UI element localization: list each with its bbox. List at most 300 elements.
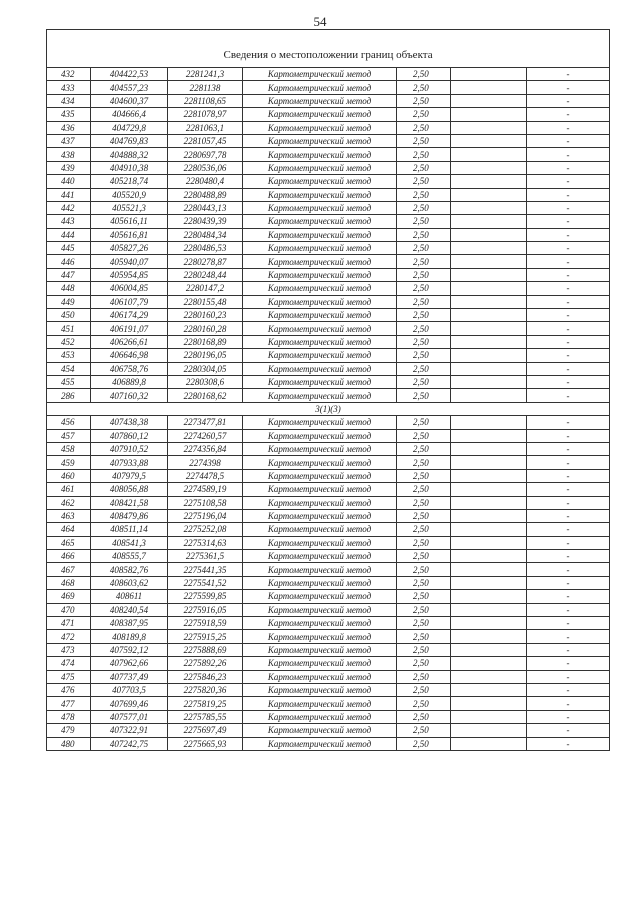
description: - <box>527 309 610 322</box>
method: Картометрический метод <box>243 268 397 281</box>
empty-cell <box>451 737 527 750</box>
point-number: 456 <box>47 416 91 429</box>
description: - <box>527 362 610 375</box>
empty-cell <box>451 175 527 188</box>
method: Картометрический метод <box>243 737 397 750</box>
accuracy: 2,50 <box>397 429 451 442</box>
description: - <box>527 630 610 643</box>
y-coordinate: 2280439,39 <box>168 215 243 228</box>
y-coordinate: 2275697,49 <box>168 724 243 737</box>
section-row <box>47 402 610 415</box>
y-coordinate: 2281108,65 <box>168 94 243 107</box>
table-row <box>47 737 610 750</box>
x-coordinate: 406758,76 <box>91 362 168 375</box>
point-number: 452 <box>47 335 91 348</box>
table-row <box>47 657 610 670</box>
point-number: 476 <box>47 683 91 696</box>
table-row <box>47 375 610 388</box>
method: Картометрический метод <box>243 255 397 268</box>
method: Картометрический метод <box>243 697 397 710</box>
y-coordinate: 2275108,58 <box>168 496 243 509</box>
table-row <box>47 617 610 630</box>
x-coordinate: 407438,38 <box>91 416 168 429</box>
description: - <box>527 108 610 121</box>
table-row <box>47 442 610 455</box>
y-coordinate: 2275361,5 <box>168 550 243 563</box>
accuracy: 2,50 <box>397 335 451 348</box>
x-coordinate: 405616,81 <box>91 228 168 241</box>
y-coordinate: 2281063,1 <box>168 121 243 134</box>
y-coordinate: 2280168,89 <box>168 335 243 348</box>
point-number: 465 <box>47 536 91 549</box>
table-row <box>47 563 610 576</box>
y-coordinate: 2280155,48 <box>168 295 243 308</box>
empty-cell <box>451 362 527 375</box>
method: Картометрический метод <box>243 483 397 496</box>
description: - <box>527 456 610 469</box>
description: - <box>527 429 610 442</box>
point-number: 286 <box>47 389 91 402</box>
empty-cell <box>451 469 527 482</box>
description: - <box>527 148 610 161</box>
method: Картометрический метод <box>243 683 397 696</box>
method: Картометрический метод <box>243 215 397 228</box>
table-row <box>47 697 610 710</box>
empty-cell <box>451 282 527 295</box>
accuracy: 2,50 <box>397 536 451 549</box>
empty-cell <box>451 309 527 322</box>
table-row <box>47 362 610 375</box>
method: Картометрический метод <box>243 389 397 402</box>
x-coordinate: 407699,46 <box>91 697 168 710</box>
accuracy: 2,50 <box>397 737 451 750</box>
point-number: 471 <box>47 617 91 630</box>
accuracy: 2,50 <box>397 630 451 643</box>
point-number: 448 <box>47 282 91 295</box>
empty-cell <box>451 603 527 616</box>
point-number: 449 <box>47 295 91 308</box>
point-number: 444 <box>47 228 91 241</box>
description: - <box>527 737 610 750</box>
y-coordinate: 2280278,87 <box>168 255 243 268</box>
point-number: 470 <box>47 603 91 616</box>
table-title: Сведения о местоположении границ объекта <box>47 30 610 68</box>
x-coordinate: 407860,12 <box>91 429 168 442</box>
x-coordinate: 407160,32 <box>91 389 168 402</box>
empty-cell <box>451 697 527 710</box>
empty-cell <box>451 429 527 442</box>
empty-cell <box>451 710 527 723</box>
table-row <box>47 309 610 322</box>
method: Картометрический метод <box>243 496 397 509</box>
table-row <box>47 175 610 188</box>
point-number: 451 <box>47 322 91 335</box>
description: - <box>527 724 610 737</box>
x-coordinate: 405827,26 <box>91 242 168 255</box>
point-number: 432 <box>47 68 91 81</box>
x-coordinate: 408603,62 <box>91 576 168 589</box>
accuracy: 2,50 <box>397 469 451 482</box>
empty-cell <box>451 375 527 388</box>
y-coordinate: 2275888,69 <box>168 643 243 656</box>
accuracy: 2,50 <box>397 282 451 295</box>
table-row <box>47 496 610 509</box>
description: - <box>527 389 610 402</box>
accuracy: 2,50 <box>397 603 451 616</box>
accuracy: 2,50 <box>397 121 451 134</box>
table-row <box>47 228 610 241</box>
x-coordinate: 404729,8 <box>91 121 168 134</box>
point-number: 450 <box>47 309 91 322</box>
accuracy: 2,50 <box>397 175 451 188</box>
table-row <box>47 94 610 107</box>
point-number: 478 <box>47 710 91 723</box>
description: - <box>527 81 610 94</box>
accuracy: 2,50 <box>397 724 451 737</box>
y-coordinate: 2280147,2 <box>168 282 243 295</box>
y-coordinate: 2274398 <box>168 456 243 469</box>
description: - <box>527 563 610 576</box>
empty-cell <box>451 295 527 308</box>
y-coordinate: 2275846,23 <box>168 670 243 683</box>
method: Картометрический метод <box>243 81 397 94</box>
y-coordinate: 2281241,3 <box>168 68 243 81</box>
table-row <box>47 188 610 201</box>
y-coordinate: 2275441,35 <box>168 563 243 576</box>
page-number: 54 <box>313 14 327 29</box>
method: Картометрический метод <box>243 429 397 442</box>
accuracy: 2,50 <box>397 509 451 522</box>
x-coordinate: 408511,14 <box>91 523 168 536</box>
table-row <box>47 121 610 134</box>
x-coordinate: 404666,4 <box>91 108 168 121</box>
point-number: 468 <box>47 576 91 589</box>
y-coordinate: 2280488,89 <box>168 188 243 201</box>
y-coordinate: 2274260,57 <box>168 429 243 442</box>
table-row <box>47 523 610 536</box>
accuracy: 2,50 <box>397 94 451 107</box>
y-coordinate: 2275314,63 <box>168 536 243 549</box>
x-coordinate: 407592,12 <box>91 643 168 656</box>
table-row <box>47 68 610 81</box>
y-coordinate: 2273477,81 <box>168 416 243 429</box>
empty-cell <box>451 228 527 241</box>
accuracy: 2,50 <box>397 576 451 589</box>
accuracy: 2,50 <box>397 148 451 161</box>
description: - <box>527 175 610 188</box>
empty-cell <box>451 724 527 737</box>
description: - <box>527 710 610 723</box>
description: - <box>527 523 610 536</box>
x-coordinate: 406889,8 <box>91 375 168 388</box>
accuracy: 2,50 <box>397 362 451 375</box>
description: - <box>527 282 610 295</box>
x-coordinate: 408240,54 <box>91 603 168 616</box>
point-number: 442 <box>47 201 91 214</box>
accuracy: 2,50 <box>397 188 451 201</box>
accuracy: 2,50 <box>397 295 451 308</box>
method: Картометрический метод <box>243 536 397 549</box>
point-number: 441 <box>47 188 91 201</box>
x-coordinate: 408387,95 <box>91 617 168 630</box>
empty-cell <box>451 188 527 201</box>
point-number: 458 <box>47 442 91 455</box>
y-coordinate: 2280536,06 <box>168 161 243 174</box>
y-coordinate: 2275196,04 <box>168 509 243 522</box>
table-row <box>47 630 610 643</box>
accuracy: 2,50 <box>397 456 451 469</box>
y-coordinate: 2281057,45 <box>168 134 243 147</box>
empty-cell <box>451 148 527 161</box>
empty-cell <box>451 215 527 228</box>
method: Картометрический метод <box>243 523 397 536</box>
empty-cell <box>451 563 527 576</box>
x-coordinate: 406646,98 <box>91 349 168 362</box>
empty-cell <box>451 68 527 81</box>
point-number: 463 <box>47 509 91 522</box>
accuracy: 2,50 <box>397 309 451 322</box>
empty-cell <box>451 94 527 107</box>
x-coordinate: 404600,37 <box>91 94 168 107</box>
x-coordinate: 405521,3 <box>91 201 168 214</box>
y-coordinate: 2275599,85 <box>168 590 243 603</box>
empty-cell <box>451 108 527 121</box>
y-coordinate: 2275820,36 <box>168 683 243 696</box>
table-row <box>47 590 610 603</box>
x-coordinate: 408582,76 <box>91 563 168 576</box>
point-number: 479 <box>47 724 91 737</box>
y-coordinate: 2274478,5 <box>168 469 243 482</box>
empty-cell <box>451 496 527 509</box>
description: - <box>527 215 610 228</box>
point-number: 480 <box>47 737 91 750</box>
point-number: 460 <box>47 469 91 482</box>
table-title-row <box>47 30 610 68</box>
x-coordinate: 406266,61 <box>91 335 168 348</box>
empty-cell <box>451 483 527 496</box>
empty-cell <box>451 683 527 696</box>
accuracy: 2,50 <box>397 228 451 241</box>
empty-cell <box>451 268 527 281</box>
method: Картометрический метод <box>243 148 397 161</box>
empty-cell <box>451 590 527 603</box>
table-row <box>47 134 610 147</box>
point-number: 455 <box>47 375 91 388</box>
table-row <box>47 550 610 563</box>
table-row <box>47 268 610 281</box>
empty-cell <box>451 242 527 255</box>
table-row <box>47 416 610 429</box>
point-number: 474 <box>47 657 91 670</box>
x-coordinate: 407242,75 <box>91 737 168 750</box>
y-coordinate: 2280160,28 <box>168 322 243 335</box>
accuracy: 2,50 <box>397 201 451 214</box>
table-row <box>47 335 610 348</box>
y-coordinate: 2275252,08 <box>168 523 243 536</box>
method: Картометрический метод <box>243 724 397 737</box>
x-coordinate: 407979,5 <box>91 469 168 482</box>
point-number: 447 <box>47 268 91 281</box>
description: - <box>527 228 610 241</box>
empty-cell <box>451 255 527 268</box>
table-row <box>47 349 610 362</box>
method: Картометрический метод <box>243 617 397 630</box>
method: Картометрический метод <box>243 188 397 201</box>
method: Картометрический метод <box>243 375 397 388</box>
method: Картометрический метод <box>243 576 397 589</box>
x-coordinate: 406174,29 <box>91 309 168 322</box>
description: - <box>527 657 610 670</box>
point-number: 434 <box>47 94 91 107</box>
table-row <box>47 389 610 402</box>
table-row <box>47 108 610 121</box>
accuracy: 2,50 <box>397 563 451 576</box>
x-coordinate: 405218,74 <box>91 175 168 188</box>
accuracy: 2,50 <box>397 268 451 281</box>
method: Картометрический метод <box>243 242 397 255</box>
point-number: 469 <box>47 590 91 603</box>
point-number: 435 <box>47 108 91 121</box>
accuracy: 2,50 <box>397 483 451 496</box>
point-number: 446 <box>47 255 91 268</box>
accuracy: 2,50 <box>397 68 451 81</box>
method: Картометрический метод <box>243 362 397 375</box>
empty-cell <box>451 643 527 656</box>
table-row <box>47 483 610 496</box>
description: - <box>527 483 610 496</box>
y-coordinate: 2274589,19 <box>168 483 243 496</box>
description: - <box>527 201 610 214</box>
description: - <box>527 496 610 509</box>
y-coordinate: 2280486,53 <box>168 242 243 255</box>
point-number: 467 <box>47 563 91 576</box>
x-coordinate: 408541,3 <box>91 536 168 549</box>
x-coordinate: 405520,9 <box>91 188 168 201</box>
method: Картометрический метод <box>243 657 397 670</box>
description: - <box>527 697 610 710</box>
table-row <box>47 201 610 214</box>
section-label: 3(1)(3) <box>47 402 610 415</box>
point-number: 475 <box>47 670 91 683</box>
x-coordinate: 408611 <box>91 590 168 603</box>
description: - <box>527 94 610 107</box>
method: Картометрический метод <box>243 161 397 174</box>
empty-cell <box>451 630 527 643</box>
y-coordinate: 2274356,84 <box>168 442 243 455</box>
x-coordinate: 406107,79 <box>91 295 168 308</box>
empty-cell <box>451 550 527 563</box>
accuracy: 2,50 <box>397 215 451 228</box>
method: Картометрический метод <box>243 416 397 429</box>
method: Картометрический метод <box>243 710 397 723</box>
accuracy: 2,50 <box>397 134 451 147</box>
empty-cell <box>451 335 527 348</box>
y-coordinate: 2280443,13 <box>168 201 243 214</box>
description: - <box>527 161 610 174</box>
accuracy: 2,50 <box>397 108 451 121</box>
method: Картометрический метод <box>243 469 397 482</box>
description: - <box>527 375 610 388</box>
method: Картометрический метод <box>243 134 397 147</box>
accuracy: 2,50 <box>397 523 451 536</box>
table-row <box>47 643 610 656</box>
y-coordinate: 2280484,34 <box>168 228 243 241</box>
method: Картометрический метод <box>243 295 397 308</box>
description: - <box>527 295 610 308</box>
point-number: 436 <box>47 121 91 134</box>
accuracy: 2,50 <box>397 255 451 268</box>
method: Картометрический метод <box>243 121 397 134</box>
x-coordinate: 405940,07 <box>91 255 168 268</box>
accuracy: 2,50 <box>397 416 451 429</box>
description: - <box>527 683 610 696</box>
method: Картометрический метод <box>243 309 397 322</box>
table-row <box>47 282 610 295</box>
y-coordinate: 2275915,25 <box>168 630 243 643</box>
method: Картометрический метод <box>243 349 397 362</box>
description: - <box>527 242 610 255</box>
y-coordinate: 2281078,97 <box>168 108 243 121</box>
x-coordinate: 407577,01 <box>91 710 168 723</box>
empty-cell <box>451 670 527 683</box>
table-row <box>47 536 610 549</box>
empty-cell <box>451 523 527 536</box>
method: Картометрический метод <box>243 670 397 683</box>
accuracy: 2,50 <box>397 349 451 362</box>
description: - <box>527 643 610 656</box>
point-number: 461 <box>47 483 91 496</box>
x-coordinate: 404888,32 <box>91 148 168 161</box>
table-row <box>47 724 610 737</box>
x-coordinate: 407962,66 <box>91 657 168 670</box>
table-row <box>47 322 610 335</box>
point-number: 462 <box>47 496 91 509</box>
y-coordinate: 2280196,05 <box>168 349 243 362</box>
y-coordinate: 2275819,25 <box>168 697 243 710</box>
method: Картометрический метод <box>243 94 397 107</box>
table-row <box>47 81 610 94</box>
y-coordinate: 2275785,55 <box>168 710 243 723</box>
point-number: 477 <box>47 697 91 710</box>
method: Картометрический метод <box>243 509 397 522</box>
y-coordinate: 2280160,23 <box>168 309 243 322</box>
empty-cell <box>451 322 527 335</box>
accuracy: 2,50 <box>397 697 451 710</box>
y-coordinate: 2275918,59 <box>168 617 243 630</box>
y-coordinate: 2280304,05 <box>168 362 243 375</box>
x-coordinate: 404769,83 <box>91 134 168 147</box>
method: Картометрический метод <box>243 228 397 241</box>
accuracy: 2,50 <box>397 322 451 335</box>
x-coordinate: 408056,88 <box>91 483 168 496</box>
empty-cell <box>451 81 527 94</box>
accuracy: 2,50 <box>397 81 451 94</box>
y-coordinate: 2275665,93 <box>168 737 243 750</box>
accuracy: 2,50 <box>397 683 451 696</box>
x-coordinate: 407910,52 <box>91 442 168 455</box>
table-row <box>47 469 610 482</box>
method: Картометрический метод <box>243 590 397 603</box>
y-coordinate: 2275541,52 <box>168 576 243 589</box>
table-row <box>47 603 610 616</box>
accuracy: 2,50 <box>397 657 451 670</box>
y-coordinate: 2280248,44 <box>168 268 243 281</box>
empty-cell <box>451 121 527 134</box>
x-coordinate: 408189,8 <box>91 630 168 643</box>
method: Картометрический метод <box>243 108 397 121</box>
accuracy: 2,50 <box>397 643 451 656</box>
x-coordinate: 404557,23 <box>91 81 168 94</box>
